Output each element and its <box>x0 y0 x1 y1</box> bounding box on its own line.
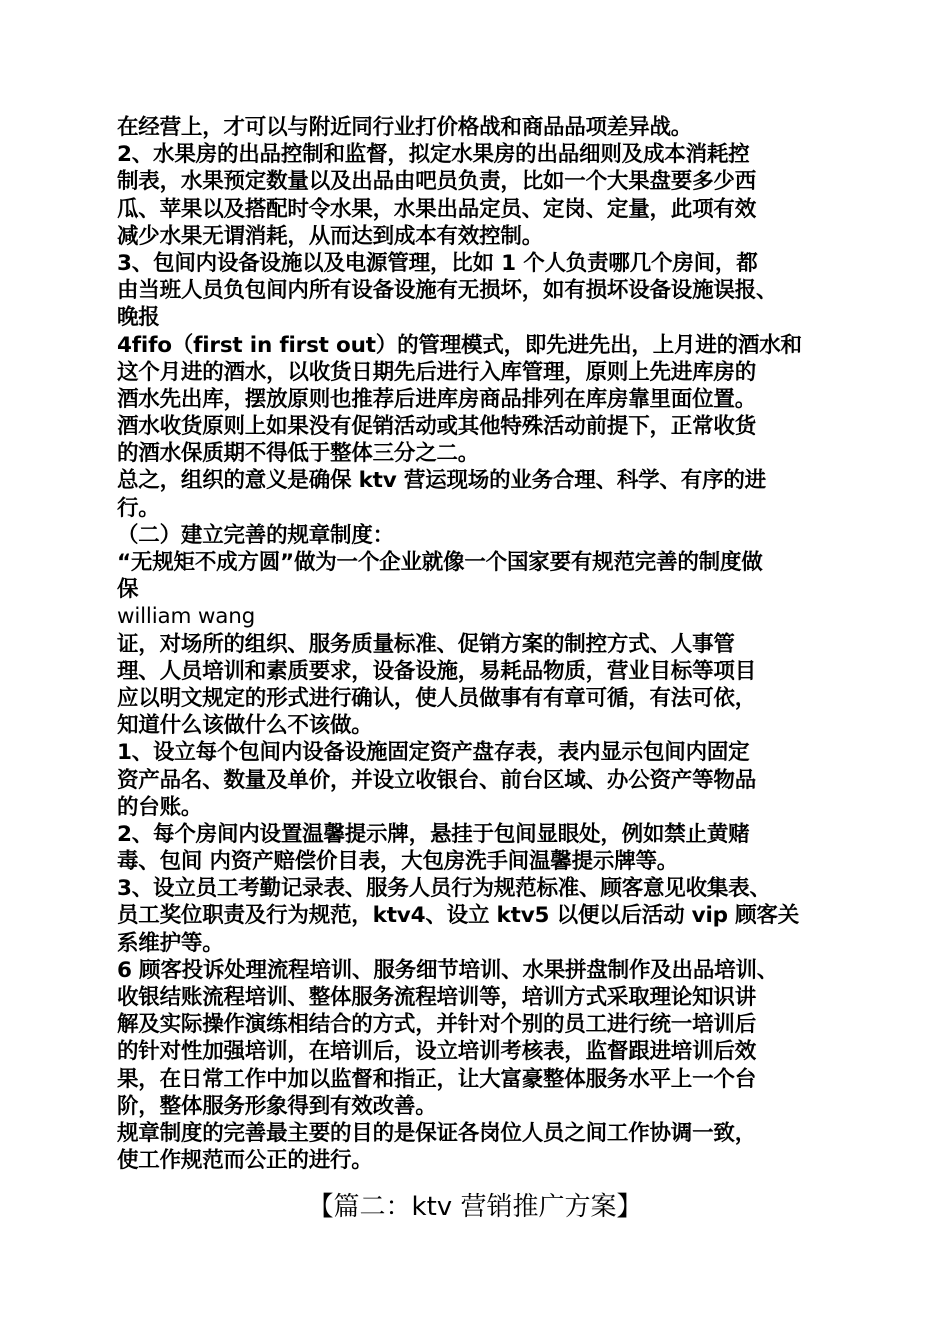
text-line: 这个月进的酒水，以收货日期先后进行入库管理，原则上先进库房的 <box>117 359 757 385</box>
text-line: 4fifo（first in first out）的管理模式，即先进先出，上月进的酒水和 <box>117 332 802 358</box>
text-line: 阶，整体服务形象得到有效改善。 <box>117 1093 437 1119</box>
text-line: 6 顾客投诉处理流程培训、服务细节培训、水果拼盘制作及出品培训、 <box>117 957 779 983</box>
text-line: 3、包间内设备设施以及电源管理，比如 1 个人负责哪几个房间，都 <box>117 250 758 276</box>
text-line: 酒水先出库，摆放原则也推荐后进库房商品排列在库房靠里面位置。 <box>117 386 757 412</box>
text-line: 理、人员培训和素质要求，设备设施，易耗品物质，营业目标等项目 <box>117 658 757 684</box>
text-line: 收银结账流程培训、整体服务流程培训等，培训方式采取理论知识讲 <box>117 985 757 1010</box>
text-line: 应以明文规定的形式进行确认，使人员做事有有章可循，有法可依， <box>117 685 757 711</box>
text-line: 2、水果房的出品控制和监督，拟定水果房的出品细则及成本消耗控 <box>117 142 750 168</box>
text-line: 员工奖位职责及行为规范，ktv4、设立 ktv5 以便以后活动 vip 顾客关 <box>117 903 800 929</box>
text-line: 制表，水果预定数量以及出品由吧员负责，比如一个大果盘要多少西 <box>117 169 757 195</box>
text-line: 资产品名、数量及单价，并设立收银台、前台区域、办公资产等物品 <box>117 767 757 793</box>
text-line: 2、每个房间内设置温馨提示牌，悬挂于包间显眼处，例如禁止黄赌 <box>117 821 750 847</box>
text-line: 系维护等。 <box>117 930 224 956</box>
text-line: 的酒水保质期不得低于整体三分之二。 <box>117 441 480 467</box>
text-line: 3、设立员工考勤记录表、服务人员行为规范标准、顾客意见收集表、 <box>117 876 771 902</box>
text-line: 使工作规范而公正的进行。 <box>117 1148 373 1174</box>
text-line: 瓜、苹果以及搭配时令水果，水果出品定员、定岗、定量，此项有效 <box>117 196 757 222</box>
text-line: 保 <box>117 577 139 603</box>
text-line: 酒水收货原则上如果没有促销活动或其他特殊活动前提下，正常收货 <box>117 414 757 440</box>
text-line: 1、设立每个包间内设备设施固定资产盘存表，表内显示包间内固定 <box>117 740 750 766</box>
text-line: 由当班人员负包间内所有设备设施有无损坏，如有损坏设备设施误报、 <box>117 278 778 304</box>
text-line: 行。 <box>117 495 160 521</box>
text-line: 晚报 <box>117 305 160 331</box>
text-line: 果，在日常工作中加以监督和指正，让大富豪整体服务水平上一个台 <box>117 1066 757 1092</box>
text-line: 减少水果无谓消耗，从而达到成本有效控制。 <box>117 223 544 249</box>
text-line: 的台账。 <box>117 794 203 820</box>
section-heading: （二）建立完善的规章制度： <box>117 522 394 548</box>
text-line: 解及实际操作演练相结合的方式，并针对个别的员工进行统一培训后 <box>117 1012 757 1038</box>
text-line: 毒、包间 内资产赔偿价目表，大包房洗手间温馨提示牌等。 <box>117 849 679 875</box>
author-line: william wang <box>117 604 256 630</box>
text-line: 知道什么该做什么不该做。 <box>117 713 373 739</box>
text-line: 证，对场所的组织、服务质量标准、促销方案的制控方式、人事管 <box>117 631 735 657</box>
text-line: “无规矩不成方圆”做为一个企业就像一个国家要有规范完善的制度做 <box>117 550 763 575</box>
text-line: 总之，组织的意义是确保 ktv 营运现场的业务合理、科学、有序的进 <box>117 468 766 494</box>
text-line: 的针对性加强培训，在培训后，设立培训考核表，监督跟进培训后效 <box>117 1039 757 1065</box>
text-line: 规章制度的完善最主要的目的是保证各岗位人员之间工作协调一致， <box>117 1120 757 1146</box>
document-body <box>117 114 841 1174</box>
text-line: 在经营上，才可以与附近同行业打价格战和商品品项差异战。 <box>117 115 693 140</box>
chapter-heading: 【篇二：ktv 营销推广方案】 <box>307 1192 643 1222</box>
